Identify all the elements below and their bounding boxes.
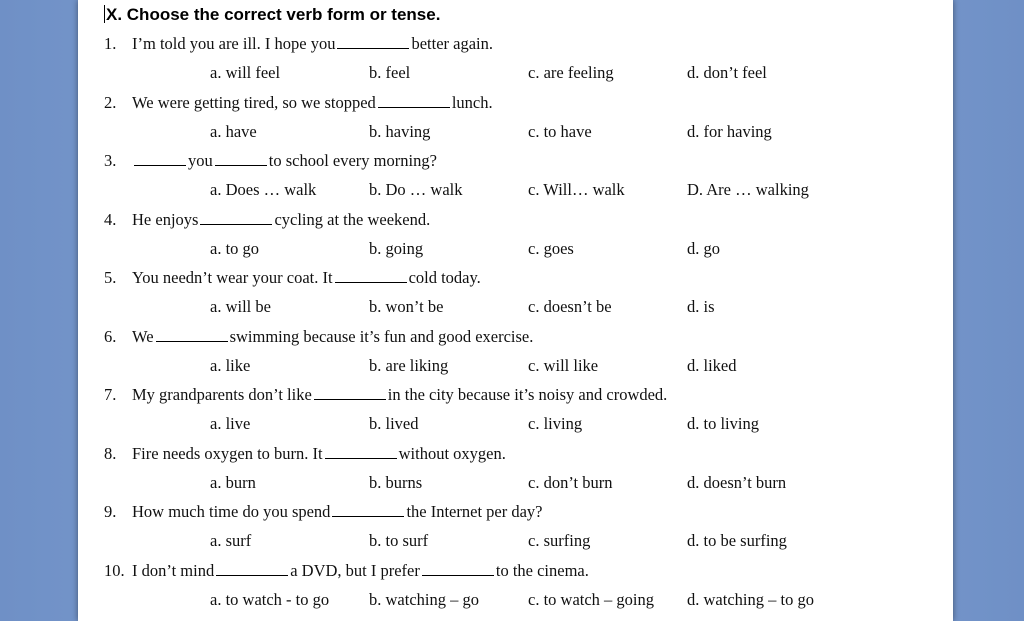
answer-blank[interactable]	[314, 384, 386, 400]
question-text-part: You needn’t wear your coat. It	[132, 268, 333, 287]
answer-option-d: d. liked	[687, 355, 737, 375]
question-text-part: you	[188, 151, 213, 170]
answer-option-b: b. watching – go	[369, 589, 479, 609]
answer-option-c: c. will like	[528, 355, 599, 375]
answer-option-b: b. Do … walk	[369, 180, 463, 199]
question-text-part: Fire needs oxygen to burn. It	[132, 443, 323, 463]
answer-blank[interactable]	[215, 150, 267, 166]
answer-blank[interactable]	[200, 209, 272, 225]
answer-option-c: c. Will… walk	[528, 180, 625, 199]
answer-blank[interactable]	[216, 560, 288, 576]
answer-option-a: a. burn	[210, 472, 256, 492]
question-text-part: We	[132, 326, 154, 346]
answer-option-d: d. to be surfing	[687, 531, 787, 550]
text-cursor	[104, 5, 105, 23]
answer-option-a: a. live	[210, 414, 251, 433]
question-text-part: swimming because it’s fun and good exercise.	[229, 326, 534, 346]
answer-blank[interactable]	[156, 326, 228, 342]
question-number: 4.	[104, 209, 117, 229]
answer-blank[interactable]	[335, 267, 407, 283]
answer-option-a: a. surf	[210, 531, 252, 550]
answer-blank[interactable]	[422, 560, 494, 576]
question-text-part: cycling at the weekend.	[274, 209, 431, 229]
answer-option-b: b. won’t be	[369, 297, 444, 316]
answer-blank[interactable]	[378, 92, 450, 108]
answer-option-c: c. doesn’t be	[528, 297, 612, 316]
question-number: 3.	[104, 151, 117, 170]
question-text-part: better again.	[411, 34, 494, 53]
question-text	[132, 150, 437, 172]
question-text	[132, 92, 493, 114]
question-text	[132, 384, 667, 406]
question-text-part: I’m told you are ill. I hope you	[132, 34, 336, 53]
question-text	[132, 560, 589, 582]
answer-option-c: c. goes	[528, 238, 574, 258]
answer-option-c: c. to have	[528, 121, 592, 141]
question-text-part: cold today.	[408, 268, 481, 287]
answer-option-b: b. burns	[369, 472, 423, 492]
answer-blank[interactable]	[134, 150, 186, 166]
question-number: 8.	[104, 443, 117, 463]
answer-blank[interactable]	[332, 501, 404, 517]
question-text-part: How much time do you spend	[132, 502, 331, 521]
question-text	[132, 33, 493, 55]
question-text-part: He enjoys	[132, 209, 199, 229]
answer-option-a: a. to watch - to go	[210, 589, 330, 609]
answer-option-b: b. having	[369, 121, 431, 141]
answer-option-b: b. going	[369, 238, 424, 258]
question-text	[132, 501, 543, 523]
question-number: 5.	[104, 268, 117, 287]
answer-option-c: c. surfing	[528, 531, 591, 550]
answer-option-c: c. to watch – going	[528, 589, 655, 609]
question-text-part: the Internet per day?	[406, 502, 543, 521]
question-text-part: to school every morning?	[268, 151, 437, 170]
question-text	[132, 209, 430, 231]
question-text	[132, 326, 533, 348]
question-text	[132, 443, 506, 465]
answer-option-a: a. like	[210, 355, 251, 375]
question-number: 6.	[104, 326, 117, 346]
question-text-part: in the city because it’s noisy and crowded.	[387, 385, 668, 404]
answer-option-a: a. have	[210, 121, 257, 141]
answer-option-a: a. will be	[210, 297, 271, 316]
answer-option-b: b. lived	[369, 414, 419, 433]
answer-option-a: a. to go	[210, 238, 260, 258]
answer-option-d: d. go	[687, 238, 720, 258]
question-text-part: I don’t mind	[132, 560, 215, 580]
question-number: 7.	[104, 385, 117, 404]
answer-option-a: a. will feel	[210, 63, 281, 82]
answer-blank[interactable]	[325, 443, 397, 459]
answer-blank[interactable]	[337, 33, 409, 49]
answer-option-c: c. are feeling	[528, 63, 614, 82]
answer-option-c: c. living	[528, 414, 583, 433]
question-text	[132, 267, 481, 289]
answer-option-a: a. Does … walk	[210, 180, 317, 199]
answer-option-b: b. are liking	[369, 355, 449, 375]
question-number: 9.	[104, 502, 117, 521]
question-text-part: lunch.	[451, 92, 493, 112]
question-text-part: My grandparents don’t like	[132, 385, 312, 404]
answer-option-d: d. doesn’t burn	[687, 472, 787, 492]
exercise-heading	[104, 4, 440, 26]
answer-option-d: d. for having	[687, 121, 772, 141]
question-text-part: without oxygen.	[398, 443, 506, 463]
answer-option-d: d. watching – to go	[687, 589, 814, 609]
question-number: 10.	[104, 560, 125, 580]
exercise-heading-text: X. Choose the correct verb form or tense.	[106, 5, 441, 24]
answer-option-c: c. don’t burn	[528, 472, 613, 492]
question-text-part: We were getting tired, so we stopped	[132, 92, 376, 112]
question-text-part: to the cinema.	[495, 560, 589, 580]
question-text-part: a DVD, but I prefer	[290, 560, 420, 580]
answer-option-d: D. Are … walking	[687, 180, 809, 199]
question-number: 1.	[104, 34, 117, 53]
question-number: 2.	[104, 92, 117, 112]
answer-option-d: d. don’t feel	[687, 63, 767, 82]
answer-option-b: b. to surf	[369, 531, 429, 550]
answer-option-b: b. feel	[369, 63, 411, 82]
answer-option-d: d. is	[687, 297, 715, 316]
answer-option-d: d. to living	[687, 414, 759, 433]
